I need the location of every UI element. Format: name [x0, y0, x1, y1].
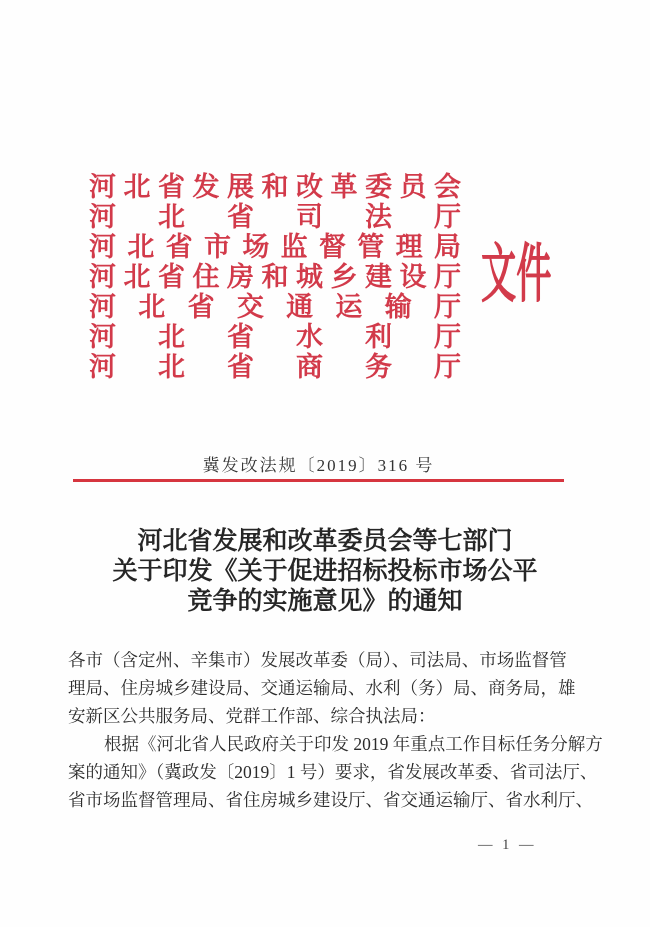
document-title-line: 河北省发展和改革委员会等七部门	[137, 528, 513, 555]
body-text-line: 根据《河北省人民政府关于印发 2019 年重点工作目标任务分解方	[104, 734, 603, 754]
page-number: — 1 —	[478, 837, 537, 853]
letterhead-department-line: 河 北 省 交 通 运 输 厅	[89, 292, 461, 322]
letterhead-department-line: 河 北 省 水 利 厅	[89, 322, 461, 352]
document-body	[68, 646, 603, 814]
letterhead-department-line: 河 北 省 市 场 监 督 管 理 局	[89, 232, 461, 262]
red-letterhead	[89, 172, 461, 382]
body-text-line: 省市场监督管理局、省住房城乡建设厅、省交通运输厅、省水利厅、	[68, 790, 593, 810]
body-text-line: 理局、住房城乡建设局、交通运输局、水利（务）局、商务局，雄	[68, 678, 576, 698]
letterhead-department-line: 河 北 省 发 展 和 改 革 委 员 会	[89, 172, 461, 202]
body-text-line: 各市（含定州、辛集市）发展改革委（局）、司法局、市场监督管	[68, 650, 567, 670]
letterhead-department-line: 河 北 省 司 法 厅	[89, 202, 461, 232]
document-title-line: 关于印发《关于促进招标投标市场公平	[112, 558, 538, 585]
document-reference-number: 冀发改法规〔2019〕316 号	[202, 456, 435, 475]
body-text-line: 安新区公共服务局、党群工作部、综合执法局：	[68, 706, 436, 726]
letterhead-department-line: 河 北 省 住 房 和 城 乡 建 设 厅	[89, 262, 461, 292]
red-divider-line	[73, 479, 564, 482]
body-text-line: 案的通知》（冀政发〔2019〕1 号）要求，省发展改革委、省司法厅、	[68, 762, 598, 782]
letterhead-department-line: 河 北 省 商 务 厅	[89, 352, 461, 382]
letterhead-document-label: 文件	[481, 239, 552, 310]
document-title	[0, 527, 650, 617]
document-title-line: 竞争的实施意见》的通知	[187, 588, 463, 615]
